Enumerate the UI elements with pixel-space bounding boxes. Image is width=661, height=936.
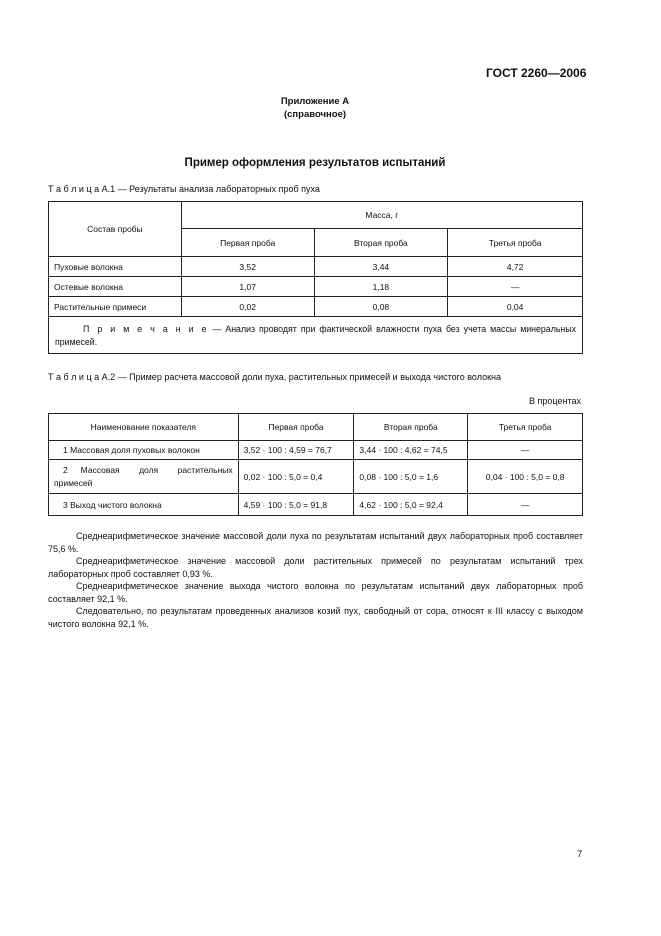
cell-value: 0,04 · 100 : 5,0 = 0,8 xyxy=(468,460,583,494)
cell-value: 3,52 · 100 : 4,59 = 76,7 xyxy=(238,441,354,460)
cell-value: 3,44 xyxy=(314,257,448,277)
appendix-subtitle: (справочное) xyxy=(283,109,347,120)
row-label: Остевые волокна xyxy=(49,277,182,297)
cell-value: 0,02 · 100 : 5,0 = 0,4 xyxy=(238,460,354,494)
cell-value: 0,02 xyxy=(181,297,314,317)
table1-header-col2: Вторая проба xyxy=(314,229,448,257)
row-label: 3 Выход чистого волокна xyxy=(49,494,239,516)
table-a1 xyxy=(48,201,583,354)
cell-value: — xyxy=(448,277,583,297)
table2-header-col2: Вторая проба xyxy=(354,414,468,441)
paragraph-text: Среднеарифметическое значение массовой доли растительных примесей по результатам испытаний трех лабораторных проб составляет 0,93 %. xyxy=(48,556,583,579)
standard-number: ГОСТ 2260—2006 xyxy=(486,66,587,80)
row-label: Растительные примеси xyxy=(49,297,182,317)
appendix-title: Приложение А xyxy=(280,96,350,107)
table-row xyxy=(49,460,583,494)
paragraph xyxy=(48,530,583,555)
cell-value: 4,72 xyxy=(448,257,583,277)
table-a2 xyxy=(48,413,583,516)
table2-caption xyxy=(48,372,501,382)
cell-value: 1,18 xyxy=(314,277,448,297)
table1-caption xyxy=(48,184,320,194)
row-label: 2 Массовая доля растительных примесей xyxy=(49,460,239,494)
table1-header-mass: Масса, г xyxy=(181,202,582,229)
table2-header-col1: Первая проба xyxy=(238,414,354,441)
cell-value: 1,07 xyxy=(181,277,314,297)
note-text: — Анализ проводят при фактической влажности пуха без учета массы минеральных примесей. xyxy=(55,324,576,347)
table-row xyxy=(49,297,583,317)
paragraph xyxy=(48,555,583,580)
cell-value: 0,08 xyxy=(314,297,448,317)
page-number: 7 xyxy=(577,849,583,860)
table2-header-col3: Третья проба xyxy=(468,414,583,441)
paragraph xyxy=(48,580,583,605)
row-label: Пуховые волокна xyxy=(49,257,182,277)
table1-header-col3: Третья проба xyxy=(448,229,583,257)
paragraph-text: Следовательно, по результатам проведенных анализов козий пух, свободный от сора, относят к III классу с выходом чистого волокна 92,1 %. xyxy=(48,606,583,629)
table2-header-indicator: Наименование показателя xyxy=(49,414,239,441)
table1-caption-prefix: Т а б л и ц а xyxy=(48,184,100,194)
appendix-heading xyxy=(0,95,630,121)
table1-header-col1: Первая проба xyxy=(181,229,314,257)
paragraph xyxy=(48,605,583,630)
cell-value: 0,04 xyxy=(448,297,583,317)
paragraph-text: Среднеарифметическое значение массовой доли пуха по результатам испытаний двух лабораторных проб составляет 75,6 %. xyxy=(48,531,583,554)
table1-note xyxy=(49,317,583,354)
table2-caption-prefix: Т а б л и ц а xyxy=(48,372,100,382)
cell-value: 4,62 · 100 : 5,0 = 92,4 xyxy=(354,494,468,516)
table-row xyxy=(49,494,583,516)
cell-value: 3,44 · 100 : 4,62 = 74,5 xyxy=(354,441,468,460)
units-label: В процентах xyxy=(529,396,581,406)
paragraph-text: Среднеарифметическое значение выхода чистого волокна по результатам испытаний двух лабораторных проб составляет 92,1 %. xyxy=(48,581,583,604)
table1-caption-text: А.1 — Результаты анализа лабораторных проб пуха xyxy=(99,184,320,194)
row-label: 1 Массовая доля пуховых волокон xyxy=(49,441,239,460)
table-row xyxy=(49,257,583,277)
cell-value: 3,52 xyxy=(181,257,314,277)
cell-value: 0,08 · 100 : 5,0 = 1,6 xyxy=(354,460,468,494)
cell-value: 4,59 · 100 : 5,0 = 91,8 xyxy=(238,494,354,516)
table2-caption-text: А.2 — Пример расчета массовой доли пуха, растительных примесей и выхода чистого волокна xyxy=(99,372,502,382)
cell-value: — xyxy=(468,441,583,460)
table-row xyxy=(49,277,583,297)
table1-header-sample: Состав пробы xyxy=(49,202,182,257)
cell-value: — xyxy=(468,494,583,516)
table-row xyxy=(49,441,583,460)
note-prefix: П р и м е ч а н и е xyxy=(83,324,209,334)
section-title: Пример оформления результатов испытаний xyxy=(184,157,446,169)
